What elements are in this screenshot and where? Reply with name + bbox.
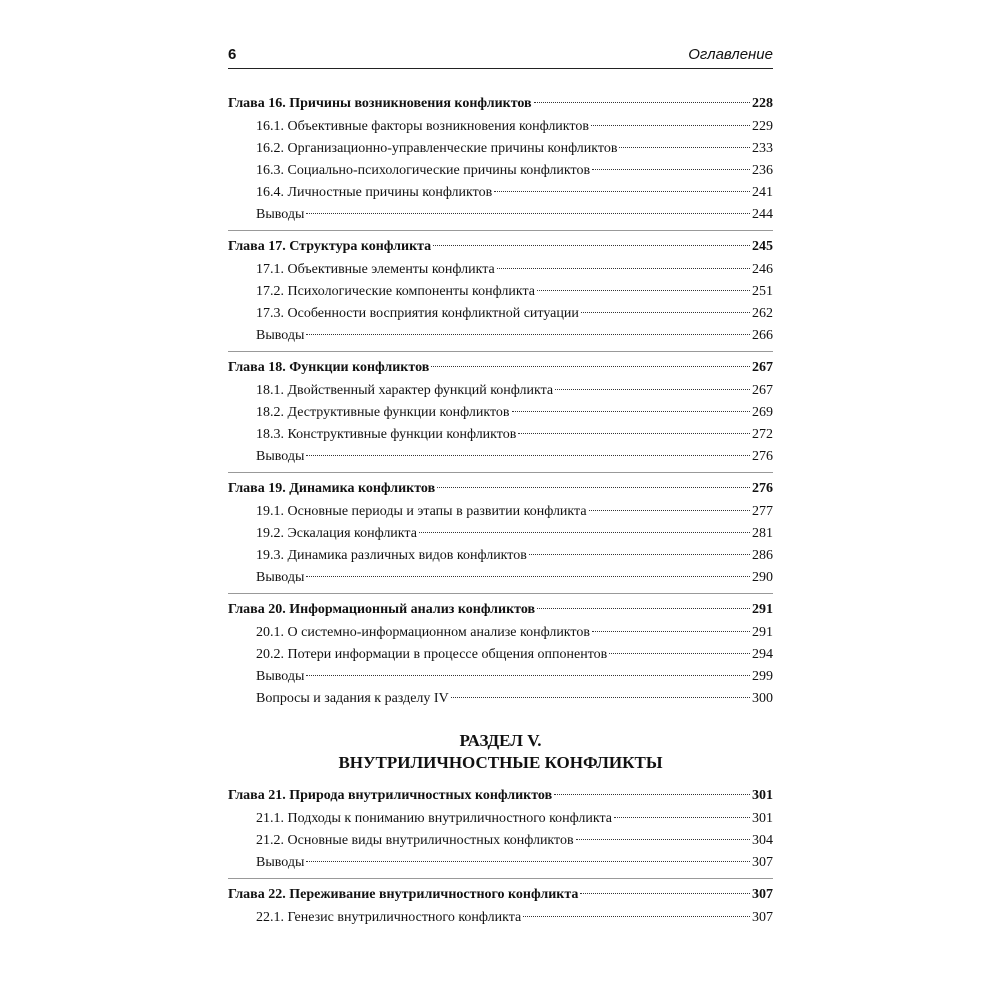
dot-leader — [592, 631, 750, 632]
toc-entry-label: Выводы — [256, 449, 305, 464]
running-title: Оглавление — [688, 46, 773, 63]
toc-chapter-group — [228, 883, 773, 933]
toc-entry-page: 301 — [752, 811, 773, 826]
dot-leader — [306, 861, 750, 862]
toc-entry-label: 20.1. О системно-информационном анализе конфликтов — [256, 625, 590, 640]
toc-entry-page: 291 — [752, 625, 773, 640]
toc-entry-page: 291 — [752, 602, 773, 617]
dot-leader — [419, 532, 750, 533]
toc-entry-label: Глава 22. Переживание внутриличностного конфликта — [228, 887, 579, 902]
toc-entry-label: Выводы — [256, 328, 305, 343]
dot-leader — [494, 191, 750, 192]
dot-leader — [437, 487, 750, 488]
toc-entry-page: 294 — [752, 647, 773, 662]
toc-entry-label: Выводы — [256, 207, 305, 222]
section-number: РАЗДЕЛ V. — [459, 731, 542, 750]
dot-leader — [433, 245, 750, 246]
dot-leader — [523, 916, 750, 917]
toc-entry-page: 307 — [752, 887, 773, 902]
toc-entry-page: 269 — [752, 405, 773, 420]
toc-chapter-entry[interactable] — [228, 92, 773, 116]
toc-chapter-entry[interactable] — [228, 235, 773, 259]
dot-leader — [589, 510, 750, 511]
dot-leader — [306, 213, 750, 214]
table-of-contents — [228, 92, 773, 933]
toc-entry-label: Глава 18. Функции конфликтов — [228, 360, 430, 375]
toc-entry-page: 236 — [752, 163, 773, 178]
toc-entry-page: 266 — [752, 328, 773, 343]
toc-entry-label: Выводы — [256, 570, 305, 585]
dot-leader — [554, 794, 750, 795]
toc-entry[interactable] — [228, 424, 773, 446]
page-header — [228, 44, 773, 69]
toc-entry[interactable] — [228, 303, 773, 325]
toc-entry-label: Глава 19. Динамика конфликтов — [228, 481, 436, 496]
toc-entry-page: 267 — [752, 360, 773, 375]
toc-entry-label: 20.2. Потери информации в процессе общения оппонентов — [256, 647, 608, 662]
toc-entry[interactable] — [228, 380, 773, 402]
toc-entry[interactable] — [228, 688, 773, 710]
toc-entry-label: 22.1. Генезис внутриличностного конфликта — [256, 910, 522, 925]
toc-entry-page: 262 — [752, 306, 773, 321]
toc-entry[interactable] — [228, 182, 773, 204]
dot-leader — [592, 169, 750, 170]
toc-entry-label: 19.1. Основные периоды и этапы в развитии конфликта — [256, 504, 587, 519]
dot-leader — [518, 433, 750, 434]
toc-entry-page: 276 — [752, 449, 773, 464]
toc-entry-label: 19.2. Эскалация конфликта — [256, 526, 417, 541]
toc-entry[interactable] — [228, 523, 773, 545]
toc-entry-page: 307 — [752, 855, 773, 870]
toc-part-1 — [228, 92, 773, 714]
dot-leader — [591, 125, 750, 126]
toc-entry[interactable] — [228, 204, 773, 226]
toc-entry-label: 16.2. Организационно-управленческие причины конфликтов — [256, 141, 618, 156]
dot-leader — [512, 411, 751, 412]
toc-entry[interactable] — [228, 259, 773, 281]
toc-entry-label: Выводы — [256, 855, 305, 870]
dot-leader — [619, 147, 750, 148]
toc-entry-label: Глава 20. Информационный анализ конфликтов — [228, 602, 536, 617]
dot-leader — [614, 817, 750, 818]
toc-entry-label: 21.1. Подходы к пониманию внутриличностного конфликта — [256, 811, 612, 826]
toc-entry[interactable] — [228, 808, 773, 830]
toc-entry-page: 281 — [752, 526, 773, 541]
toc-entry-page: 290 — [752, 570, 773, 585]
toc-entry-page: 251 — [752, 284, 773, 299]
toc-entry[interactable] — [228, 545, 773, 567]
toc-chapter-group — [228, 784, 773, 879]
toc-entry-label: 17.1. Объективные элементы конфликта — [256, 262, 495, 277]
toc-entry-page: 228 — [752, 96, 773, 111]
toc-entry-page: 245 — [752, 239, 773, 254]
toc-entry[interactable] — [228, 622, 773, 644]
toc-chapter-group — [228, 598, 773, 714]
toc-entry-page: 233 — [752, 141, 773, 156]
toc-entry[interactable] — [228, 830, 773, 852]
toc-entry[interactable] — [228, 501, 773, 523]
dot-leader — [537, 608, 750, 609]
toc-entry-page: 301 — [752, 788, 773, 803]
dot-leader — [537, 290, 750, 291]
toc-chapter-entry[interactable] — [228, 356, 773, 380]
toc-chapter-group — [228, 92, 773, 231]
toc-chapter-group — [228, 235, 773, 352]
toc-entry-page: 304 — [752, 833, 773, 848]
toc-entry-label: Глава 16. Причины возникновения конфликтов — [228, 96, 532, 111]
toc-entry[interactable] — [228, 446, 773, 468]
dot-leader — [534, 102, 750, 103]
toc-entry[interactable] — [228, 852, 773, 874]
toc-entry-label: Выводы — [256, 669, 305, 684]
dot-leader — [451, 697, 750, 698]
toc-entry-page: 272 — [752, 427, 773, 442]
toc-entry-label: 16.4. Личностные причины конфликтов — [256, 185, 493, 200]
toc-entry-label: 17.2. Психологические компоненты конфликта — [256, 284, 535, 299]
toc-entry[interactable] — [228, 666, 773, 688]
dot-leader — [576, 839, 750, 840]
dot-leader — [580, 893, 750, 894]
toc-chapter-entry[interactable] — [228, 477, 773, 501]
toc-entry-label: 16.3. Социально-психологические причины конфликтов — [256, 163, 591, 178]
toc-entry[interactable] — [228, 907, 773, 929]
toc-entry-label: 16.1. Объективные факторы возникновения конфликтов — [256, 119, 589, 134]
toc-entry[interactable] — [228, 281, 773, 303]
dot-leader — [306, 455, 750, 456]
toc-entry-label: 18.3. Конструктивные функции конфликтов — [256, 427, 517, 442]
toc-entry[interactable] — [228, 160, 773, 182]
toc-chapter-entry[interactable] — [228, 598, 773, 622]
dot-leader — [431, 366, 750, 367]
toc-entry-page: 241 — [752, 185, 773, 200]
toc-entry-page: 267 — [752, 383, 773, 398]
toc-entry-label: Глава 21. Природа внутриличностных конфликтов — [228, 788, 553, 803]
toc-entry[interactable] — [228, 325, 773, 347]
dot-leader — [555, 389, 750, 390]
toc-entry-page: 307 — [752, 910, 773, 925]
section-title: ВНУТРИЛИЧНОСТНЫЕ КОНФЛИКТЫ — [338, 753, 663, 772]
toc-part-2 — [228, 784, 773, 933]
toc-entry-label: 18.1. Двойственный характер функций конфликта — [256, 383, 554, 398]
toc-entry-page: 276 — [752, 481, 773, 496]
toc-entry[interactable] — [228, 644, 773, 666]
toc-entry[interactable] — [228, 567, 773, 589]
toc-entry-label: Вопросы и задания к разделу IV — [256, 691, 449, 706]
toc-chapter-entry[interactable] — [228, 784, 773, 808]
toc-entry-page: 286 — [752, 548, 773, 563]
toc-entry-label: 21.2. Основные виды внутриличностных конфликтов — [256, 833, 574, 848]
toc-entry-page: 244 — [752, 207, 773, 222]
page-number: 6 — [228, 46, 237, 63]
toc-entry[interactable] — [228, 402, 773, 424]
toc-entry[interactable] — [228, 138, 773, 160]
dot-leader — [529, 554, 750, 555]
toc-entry-page: 229 — [752, 119, 773, 134]
toc-chapter-group — [228, 356, 773, 473]
dot-leader — [609, 653, 750, 654]
toc-entry-page: 300 — [752, 691, 773, 706]
toc-entry-label: Глава 17. Структура конфликта — [228, 239, 432, 254]
toc-chapter-entry[interactable] — [228, 883, 773, 907]
toc-entry-label: 17.3. Особенности восприятия конфликтной ситуации — [256, 306, 579, 321]
dot-leader — [306, 334, 750, 335]
dot-leader — [306, 675, 750, 676]
toc-entry-page: 299 — [752, 669, 773, 684]
toc-entry[interactable] — [228, 116, 773, 138]
toc-entry-page: 246 — [752, 262, 773, 277]
toc-entry-label: 18.2. Деструктивные функции конфликтов — [256, 405, 510, 420]
toc-entry-label: 19.3. Динамика различных видов конфликтов — [256, 548, 527, 563]
dot-leader — [306, 576, 750, 577]
dot-leader — [497, 268, 750, 269]
toc-chapter-group — [228, 477, 773, 594]
section-heading — [228, 730, 773, 774]
toc-entry-page: 277 — [752, 504, 773, 519]
dot-leader — [581, 312, 750, 313]
